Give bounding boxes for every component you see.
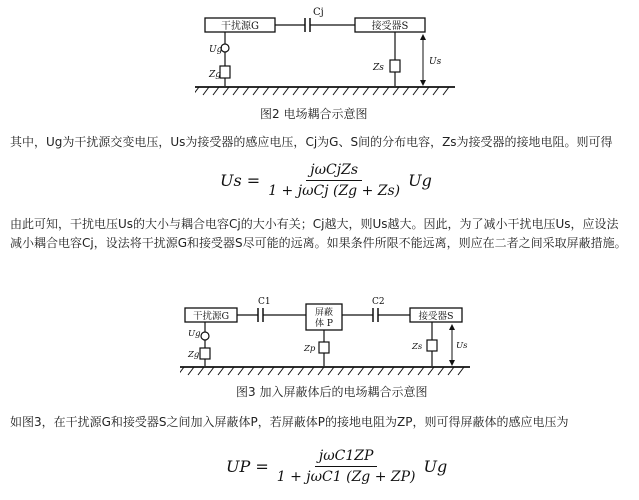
figure-2-diagram bbox=[195, 4, 455, 104]
receiver-label: 接受器S bbox=[371, 21, 409, 32]
c1-label: C1 bbox=[258, 297, 271, 307]
zg-impedance bbox=[200, 348, 210, 359]
cj-label: Cj bbox=[313, 7, 324, 18]
formula-us-lhs: Us = bbox=[220, 171, 261, 190]
formula-up-fraction bbox=[273, 448, 420, 485]
source-label: 干扰源G bbox=[221, 21, 259, 32]
ground-hatch bbox=[180, 367, 464, 375]
source-label: 干扰源G bbox=[192, 311, 230, 322]
ug-label: Ug bbox=[188, 329, 201, 339]
figure-3 bbox=[180, 292, 470, 382]
voltage-source bbox=[201, 332, 209, 340]
formula-us bbox=[220, 162, 432, 199]
figure-2 bbox=[195, 4, 455, 104]
receiver-label: 接受器S bbox=[418, 311, 454, 322]
formula-up-numerator: jωC1ZP bbox=[315, 448, 378, 467]
figure-2-caption: 图2 电场耦合示意图 bbox=[260, 107, 368, 121]
zp-label: Zp bbox=[304, 344, 316, 354]
zs-label: Zs bbox=[412, 342, 423, 352]
shield-label-1: 屏蔽 bbox=[314, 308, 334, 318]
formula-up-tail: Ug bbox=[423, 457, 448, 476]
formula-up bbox=[226, 448, 447, 485]
us-label: Us bbox=[429, 57, 442, 67]
us-label: Us bbox=[456, 341, 468, 351]
formula-us-denominator: 1 + jωCj (Zg + Zs) bbox=[268, 183, 401, 199]
ground-hatch bbox=[195, 87, 449, 95]
zp-impedance bbox=[319, 342, 329, 353]
c2-label: C2 bbox=[372, 297, 385, 307]
zs-label: Zs bbox=[373, 63, 384, 73]
formula-us-tail: Ug bbox=[408, 171, 432, 190]
paragraph-3: 如图3，在干扰源G和接受器S之间加入屏蔽体P，若屏蔽体P的接地电阻为ZP，则可得屏蔽体的感应电压为 bbox=[10, 415, 569, 429]
figure-3-caption: 图3 加入屏蔽体后的电场耦合示意图 bbox=[236, 385, 428, 399]
zg-label: Zg bbox=[209, 70, 222, 80]
formula-up-lhs: UP = bbox=[226, 457, 269, 476]
paragraph-1: 其中，Ug为干扰源交变电压，Us为接受器的感应电压，Cj为G、S间的分布电容，Zs为接受器的接地电阻。则可得 bbox=[10, 135, 613, 149]
zg-impedance bbox=[220, 66, 230, 78]
zg-label: Zg bbox=[188, 350, 200, 360]
formula-us-numerator: jωCjZs bbox=[306, 162, 362, 181]
formula-up-denominator: 1 + jωC1 (Zg + ZP) bbox=[276, 469, 416, 485]
formula-us-fraction bbox=[264, 162, 404, 199]
ug-label: Ug bbox=[209, 45, 223, 55]
paragraph-2: 由此可知，干扰电压Us的大小与耦合电容Cj的大小有关；Cj越大，则Us越大。因此，为了减小干扰电压Us，应设法减小耦合电容Cj，设法将干扰源G和接受器S尽可能的远离。如果条件所限不能远离，则应在二者之间采取屏蔽措施。 bbox=[10, 217, 627, 250]
figure-3-diagram bbox=[180, 292, 470, 382]
zs-impedance bbox=[427, 340, 437, 351]
shield-label-2: 体 P bbox=[315, 319, 333, 329]
zs-impedance bbox=[390, 60, 400, 72]
